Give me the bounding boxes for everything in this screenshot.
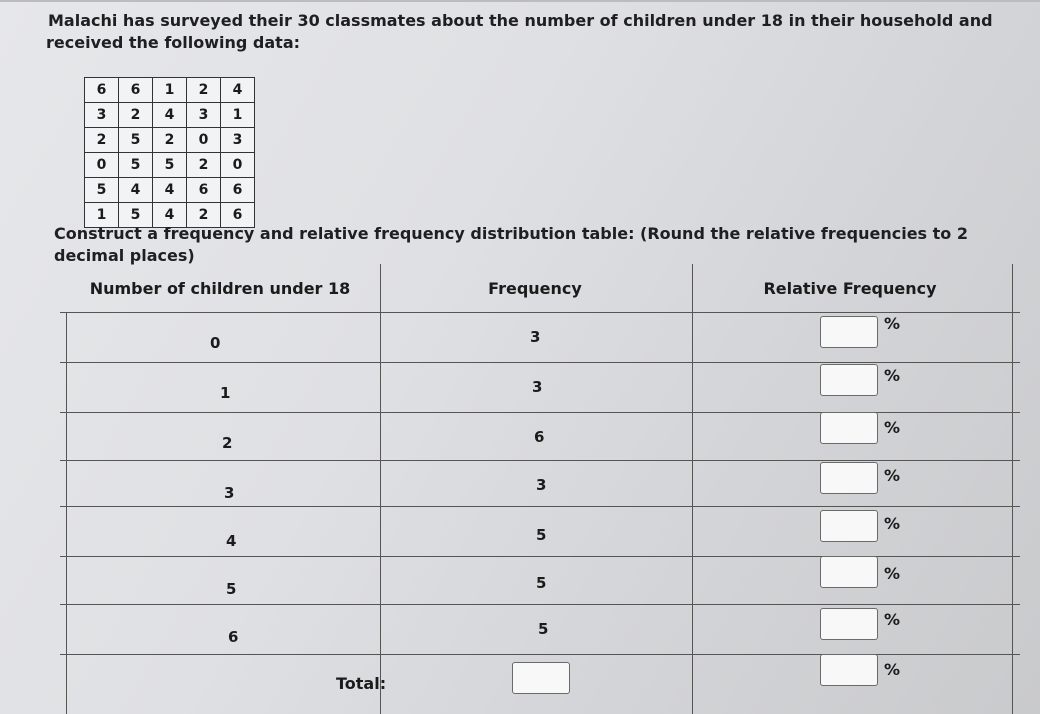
data-cell: 5 xyxy=(119,153,153,178)
problem-line-1: Malachi has surveyed their 30 classmates about the number of children under 18 in their household and xyxy=(48,11,993,30)
row-value-5: 5 xyxy=(226,580,237,598)
table-row xyxy=(85,78,255,103)
data-cell: 3 xyxy=(85,103,119,128)
survey-data-table xyxy=(84,77,255,228)
row-value-3: 3 xyxy=(224,484,235,502)
data-cell: 5 xyxy=(119,128,153,153)
percent-sign: % xyxy=(884,514,901,533)
grid-line xyxy=(1012,264,1013,714)
row-value-2: 2 xyxy=(222,434,233,452)
table-row xyxy=(85,103,255,128)
data-cell: 6 xyxy=(85,78,119,103)
data-cell: 2 xyxy=(119,103,153,128)
row-value-4: 4 xyxy=(226,532,237,550)
percent-sign: % xyxy=(884,366,901,385)
percent-sign: % xyxy=(884,610,901,629)
data-cell: 4 xyxy=(153,203,187,228)
percent-sign: % xyxy=(884,660,901,679)
data-cell: 6 xyxy=(221,178,255,203)
percent-sign: % xyxy=(884,418,901,437)
data-cell: 6 xyxy=(187,178,221,203)
header-frequency: Frequency xyxy=(488,278,582,298)
data-cell: 1 xyxy=(153,78,187,103)
row-frequency-2: 6 xyxy=(534,428,545,446)
data-cell: 5 xyxy=(153,153,187,178)
data-cell: 0 xyxy=(85,153,119,178)
data-cell: 0 xyxy=(187,128,221,153)
problem-line-2: received the following data: xyxy=(46,33,301,52)
data-cell: 2 xyxy=(187,78,221,103)
data-cell: 2 xyxy=(153,128,187,153)
data-cell: 3 xyxy=(187,103,221,128)
data-cell: 1 xyxy=(221,103,255,128)
instruction-line-1: Construct a frequency and relative frequency distribution table: (Round the relative frequencies to 2 xyxy=(54,224,968,243)
row-frequency-4: 5 xyxy=(536,526,547,544)
relative-frequency-input-4[interactable] xyxy=(820,510,878,542)
grid-line xyxy=(60,460,1020,461)
relative-frequency-input-3[interactable] xyxy=(820,462,878,494)
total-label: Total: xyxy=(336,674,387,693)
relative-frequency-input-0[interactable] xyxy=(820,316,878,348)
row-value-6: 6 xyxy=(228,628,239,646)
percent-sign: % xyxy=(884,314,901,333)
grid-line xyxy=(60,506,1020,507)
row-frequency-0: 3 xyxy=(530,328,541,346)
problem-statement xyxy=(48,10,1008,54)
data-cell: 4 xyxy=(153,178,187,203)
data-cell: 3 xyxy=(221,128,255,153)
data-cell: 4 xyxy=(119,178,153,203)
grid-line xyxy=(60,312,1020,313)
data-cell: 6 xyxy=(221,203,255,228)
data-cell: 4 xyxy=(153,103,187,128)
row-frequency-5: 5 xyxy=(536,574,547,592)
row-frequency-6: 5 xyxy=(538,620,549,638)
data-cell: 1 xyxy=(85,203,119,228)
total-frequency-input[interactable] xyxy=(512,662,570,694)
table-row xyxy=(85,128,255,153)
grid-line xyxy=(60,604,1020,605)
top-border xyxy=(0,0,1040,2)
grid-line xyxy=(380,264,381,714)
header-relative-frequency: Relative Frequency xyxy=(763,278,937,298)
header-number-of-children: Number of children under 18 xyxy=(89,278,351,298)
grid-line xyxy=(692,264,693,714)
frequency-table xyxy=(60,264,1020,714)
row-value-0: 0 xyxy=(210,334,221,352)
relative-frequency-input-6[interactable] xyxy=(820,608,878,640)
table-row xyxy=(85,153,255,178)
total-relative-frequency-input[interactable] xyxy=(820,654,878,686)
data-cell: 6 xyxy=(119,78,153,103)
relative-frequency-input-2[interactable] xyxy=(820,412,878,444)
data-cell: 4 xyxy=(221,78,255,103)
percent-sign: % xyxy=(884,466,901,485)
grid-line xyxy=(60,362,1020,363)
data-cell: 5 xyxy=(85,178,119,203)
instructions xyxy=(54,223,1014,267)
percent-sign: % xyxy=(884,564,901,583)
data-cell: 0 xyxy=(221,153,255,178)
data-cell: 2 xyxy=(187,203,221,228)
row-value-1: 1 xyxy=(220,384,231,402)
data-cell: 5 xyxy=(119,203,153,228)
relative-frequency-input-1[interactable] xyxy=(820,364,878,396)
row-frequency-1: 3 xyxy=(532,378,543,396)
instruction-line-2: decimal places) xyxy=(54,246,195,265)
relative-frequency-input-5[interactable] xyxy=(820,556,878,588)
table-row xyxy=(85,178,255,203)
row-frequency-3: 3 xyxy=(536,476,547,494)
data-cell: 2 xyxy=(187,153,221,178)
data-cell: 2 xyxy=(85,128,119,153)
